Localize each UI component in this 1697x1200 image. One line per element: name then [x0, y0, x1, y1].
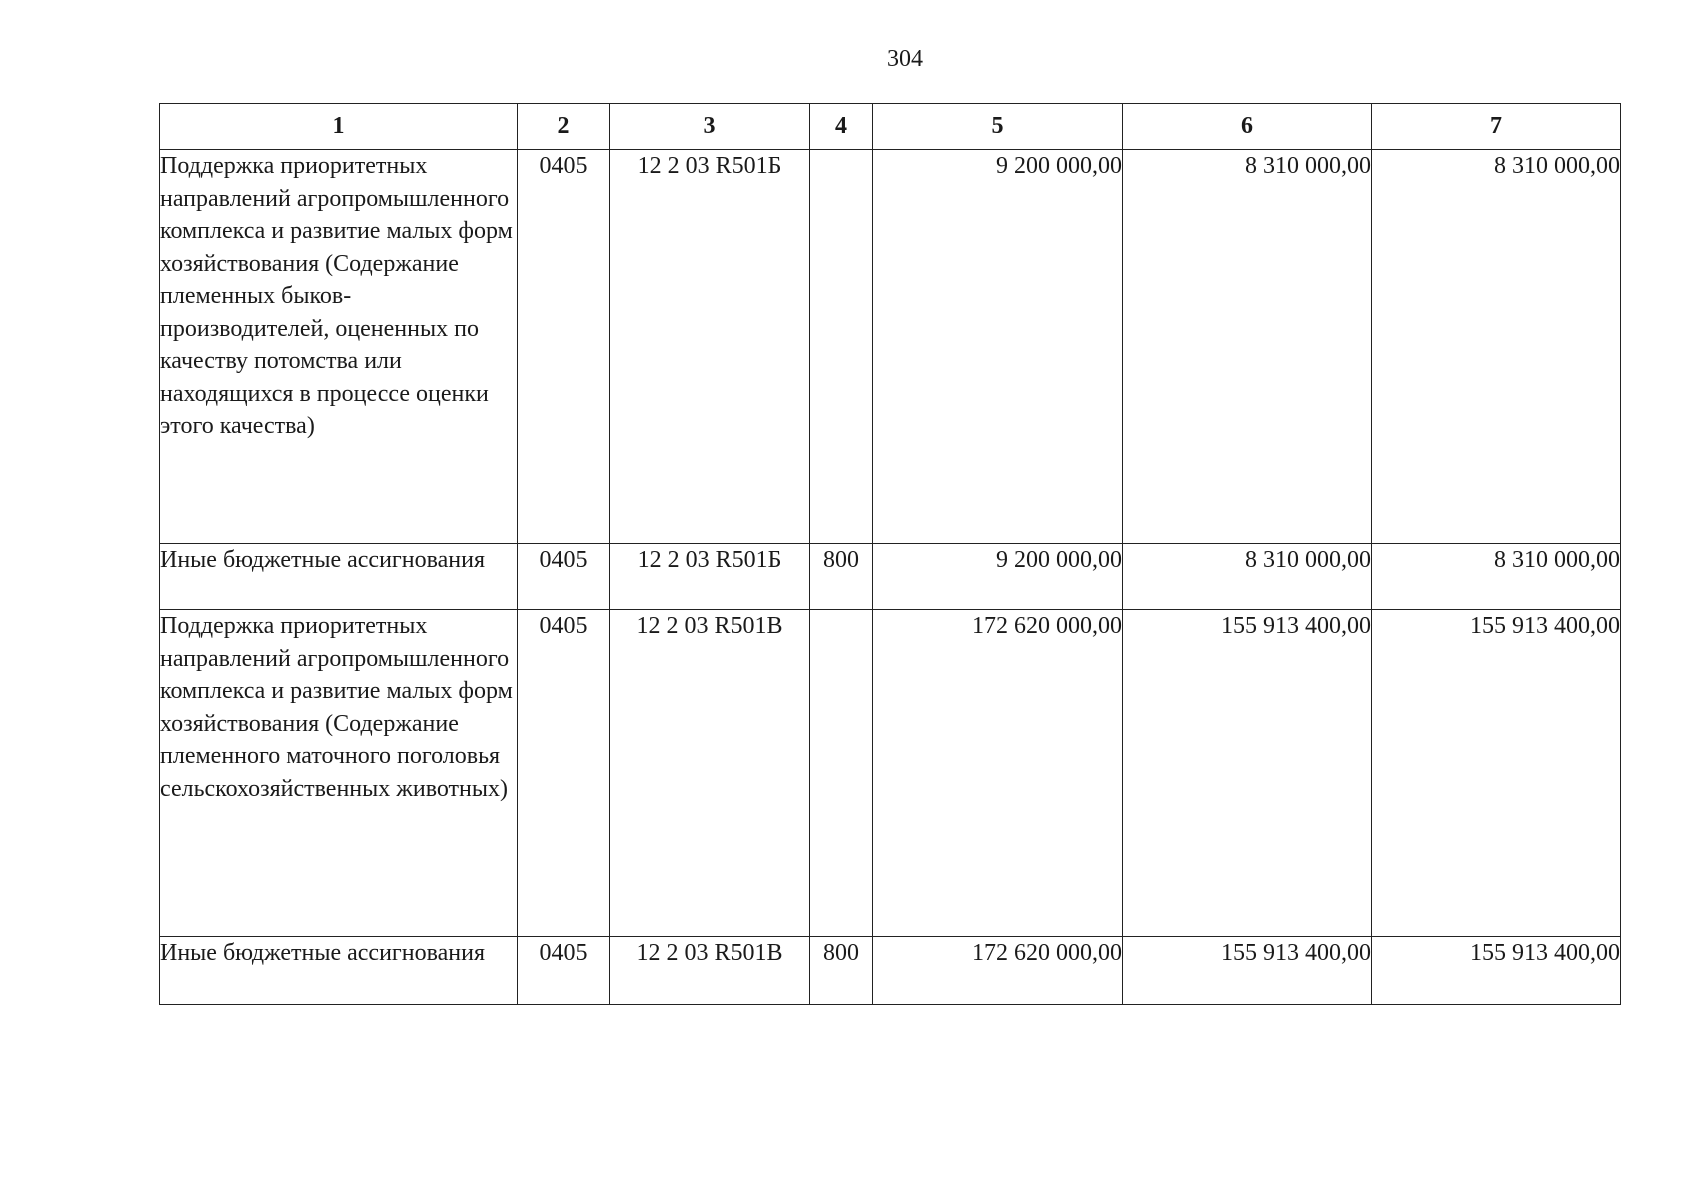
- row-name: Поддержка приоритетных направлений агропромышленного комплекса и развитие малых форм хозяйствования (Содержание племенных быков-производителей, оцененных по качеству потомства или находящихся в процессе оценки этого качества): [160, 150, 518, 544]
- column-header: 2: [518, 104, 610, 150]
- column-header: 3: [610, 104, 810, 150]
- column-header: 6: [1123, 104, 1372, 150]
- table-row: [160, 610, 1621, 937]
- row-amount-3: 8 310 000,00: [1372, 150, 1621, 544]
- header-row: [160, 104, 1621, 150]
- row-target-article: 12 2 03 R501Б: [610, 544, 810, 610]
- column-header: 4: [810, 104, 873, 150]
- row-amount-1: 9 200 000,00: [873, 150, 1123, 544]
- row-amount-2: 8 310 000,00: [1123, 544, 1372, 610]
- row-target-article: 12 2 03 R501Б: [610, 150, 810, 544]
- row-name: Иные бюджетные ассигнования: [160, 937, 518, 1005]
- row-name: Иные бюджетные ассигнования: [160, 544, 518, 610]
- row-amount-1: 172 620 000,00: [873, 610, 1123, 937]
- table-row: [160, 544, 1621, 610]
- row-expense-type: [810, 150, 873, 544]
- row-amount-3: 8 310 000,00: [1372, 544, 1621, 610]
- row-section: 0405: [518, 544, 610, 610]
- row-amount-2: 155 913 400,00: [1123, 610, 1372, 937]
- column-header: 5: [873, 104, 1123, 150]
- row-expense-type: 800: [810, 937, 873, 1005]
- row-amount-1: 172 620 000,00: [873, 937, 1123, 1005]
- row-amount-2: 155 913 400,00: [1123, 937, 1372, 1005]
- row-target-article: 12 2 03 R501В: [610, 610, 810, 937]
- row-expense-type: [810, 610, 873, 937]
- page-number: 304: [887, 46, 923, 72]
- column-header: 1: [160, 104, 518, 150]
- row-section: 0405: [518, 610, 610, 937]
- row-expense-type: 800: [810, 544, 873, 610]
- row-section: 0405: [518, 150, 610, 544]
- table-row: [160, 937, 1621, 1005]
- row-amount-2: 8 310 000,00: [1123, 150, 1372, 544]
- row-target-article: 12 2 03 R501В: [610, 937, 810, 1005]
- row-name: Поддержка приоритетных направлений агропромышленного комплекса и развитие малых форм хозяйствования (Содержание племенного маточного поголовья сельскохозяйственных животных): [160, 610, 518, 937]
- row-amount-3: 155 913 400,00: [1372, 610, 1621, 937]
- row-amount-3: 155 913 400,00: [1372, 937, 1621, 1005]
- row-amount-1: 9 200 000,00: [873, 544, 1123, 610]
- row-section: 0405: [518, 937, 610, 1005]
- column-header: 7: [1372, 104, 1621, 150]
- budget-table: [159, 103, 1621, 1005]
- table-row: [160, 150, 1621, 544]
